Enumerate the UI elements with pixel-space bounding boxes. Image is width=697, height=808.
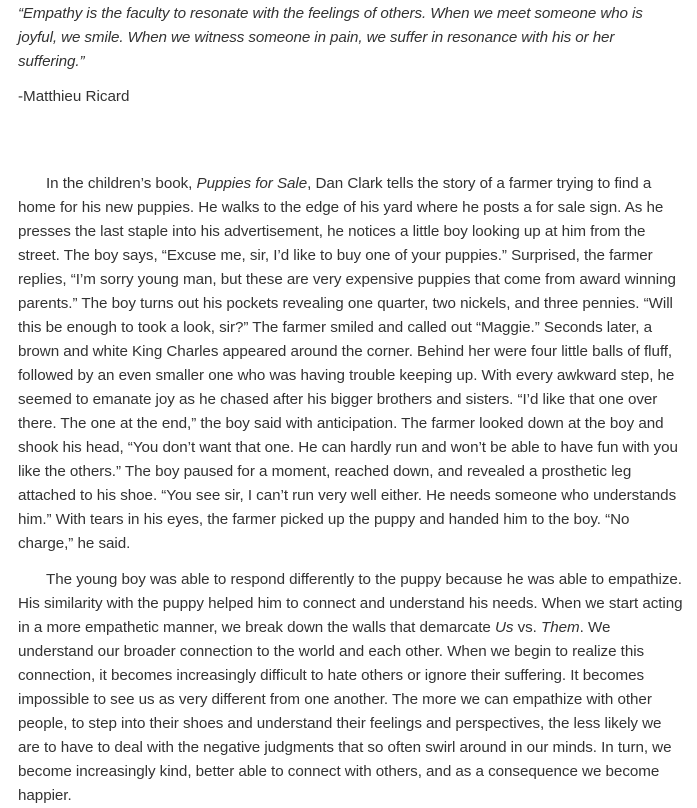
book-title: Puppies for Sale — [196, 175, 308, 192]
reflection-part1: The young boy was able to respond differently to the puppy because he was able to empathize. His similarity with the puppy helped him to connect and understand his needs. When we start acting in a more empathetic manner, we break down the walls that demarcate — [18, 571, 683, 636]
us-term: Us — [494, 619, 514, 636]
section-spacer — [18, 109, 683, 172]
epigraph-attribution: -Matthieu Ricard — [18, 88, 130, 105]
story-paragraph — [18, 172, 683, 556]
versus-text: vs. — [513, 619, 542, 636]
story-body: , Dan Clark tells the story of a farmer trying to find a home for his new puppies. He walks to the edge of his yard where he posts a for sale sign. As he presses the last staple into his advertisement, he notices a little boy looking up at him from the street. The boy says, “Excuse me, sir, I’d like to buy one of your puppies.” Surprised, the farmer replies, “I’m sorry young man, but these are very expensive puppies that come from award winning parents.” The boy turns out his pockets revealing one quarter, two nickels, and three pennies. “Will this be enough to took a look, sir?” The farmer smiled and called out “Maggie.” Seconds later, a brown and white King Charles appeared around the corner. Behind her were four little balls of fluff, followed by an even smaller one who was having trouble keeping up. With every awkward step, he seemed to emanate joy as he chased after his bigger brothers and sisters. “I’d like that one over there. The one at the end,” the boy said with anticipation. The farmer looked down at the boy and shook his head, “You don’t want that one. He can hardly run and won’t be able to have fun with you like the others.” The boy paused for a moment, reached down, and revealed a prosthetic leg attached to his shoe. “You see sir, I can’t run very well either. He needs someone who understands him.” With tears in his eyes, the farmer picked up the puppy and handed him to the boy. “No charge,” he said. — [18, 175, 678, 552]
them-term: Them — [541, 619, 580, 636]
epigraph-quote: “Empathy is the faculty to resonate with the feelings of others. When we meet someone who is joyful, we smile. When we witness someone in pain, we suffer in resonance with his or her suffering.” — [18, 5, 643, 70]
story-intro: In the children’s book, — [46, 175, 197, 192]
reflection-paragraph — [18, 568, 683, 808]
reflection-part2: . We understand our broader connection to the world and each other. When we begin to realize this connection, it becomes increasingly difficult to hate others or ignore their suffering. It becomes impossible to see us as very different from one another. The more we can empathize with other people, to step into their shoes and understand their feelings and perspectives, the less likely we are to have to deal with the negative judgments that so often swirl around in our minds. In turn, we become increasingly kind, better able to connect with others, and as a consequence we become happier. — [18, 619, 672, 804]
